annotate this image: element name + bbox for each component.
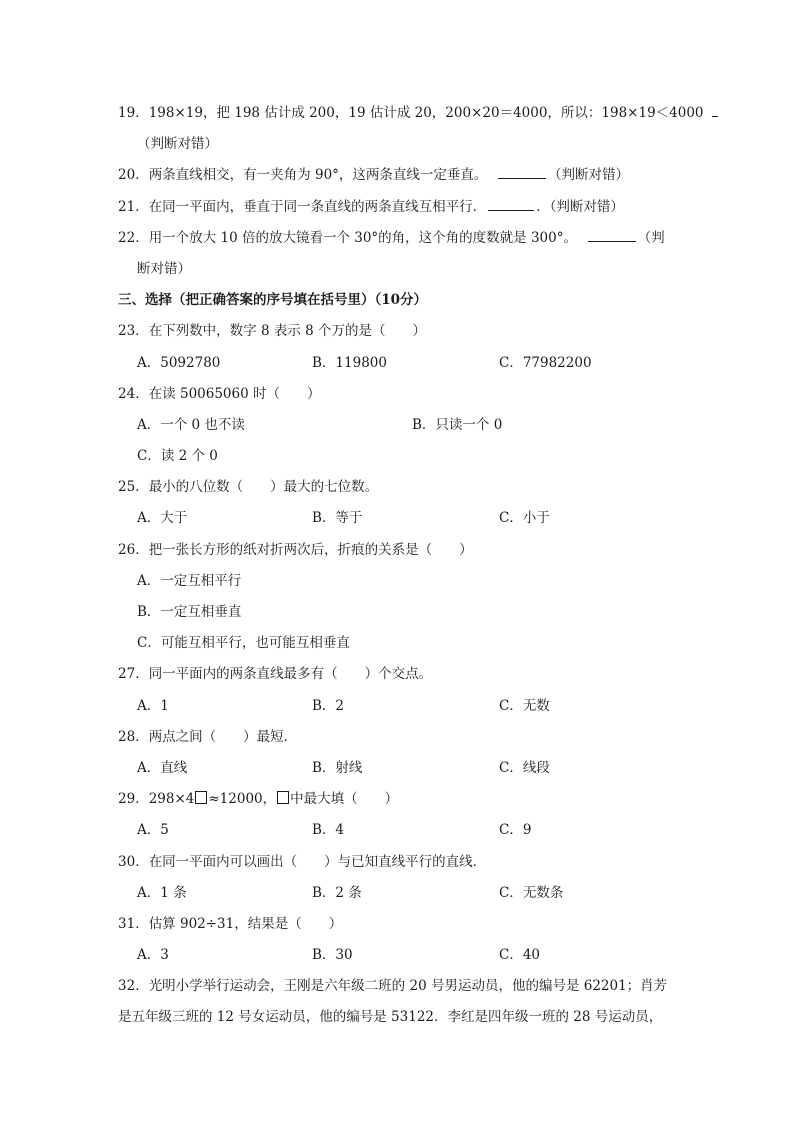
question-number: 23: [118, 323, 136, 340]
question-number: 24: [118, 385, 136, 402]
answer-blank[interactable]: [712, 100, 718, 117]
options-row: [118, 753, 688, 784]
option-c[interactable]: C．77982200: [499, 354, 592, 371]
question-text: 198×19，把 198 估计成 200，19 估计成 20，200×20＝4000，所以：198×19＜4000: [148, 105, 704, 121]
question-text: 最小的八位数（ ）最大的七位数。: [148, 479, 379, 496]
answer-blank[interactable]: [488, 194, 534, 211]
option-b[interactable]: B．射线: [312, 759, 363, 776]
question-text: 把一张长方形的纸对折两次后，折痕的关系是（ ）: [148, 541, 473, 558]
question-number: 19: [118, 105, 136, 121]
option-c[interactable]: C．读 2 个 0: [137, 448, 218, 465]
option-b[interactable]: B．2: [312, 697, 345, 714]
question-31: 31．估算 902÷31，结果是（ ）: [118, 915, 343, 932]
option-a[interactable]: A．3: [137, 947, 169, 964]
judge-hint: （判: [637, 229, 665, 246]
judge-hint: 断对错）: [137, 260, 191, 277]
question-27: 27．同一平面内的两条直线最多有（ ）个交点。: [118, 666, 433, 683]
question-text: 在下列数中，数字 8 表示 8 个万的是（ ）: [148, 323, 427, 340]
answer-blank[interactable]: [588, 225, 636, 242]
question-24: 24．在读 50065060 时（ ）: [118, 385, 321, 402]
question-text: 两条直线相交，有一夹角为 90°，这两条直线一定垂直。: [148, 167, 488, 184]
option-a[interactable]: [118, 566, 688, 597]
options-row: [118, 815, 688, 846]
question-number: 26: [118, 541, 136, 558]
option-b[interactable]: B．119800: [312, 354, 387, 371]
question-number: 28: [118, 728, 136, 745]
option-c-text: C．可能互相平行，也可能互相垂直: [137, 635, 350, 652]
question-29: 29．298×4 ≈12000， 中最大填（ ）: [118, 791, 399, 808]
question-text: 在同一平面内，垂直于同一条直线的两条直线互相平行．: [148, 198, 487, 215]
options-row: [118, 441, 688, 472]
options-row: [118, 348, 688, 379]
question-number: 27: [118, 666, 136, 683]
question-20: 20．两条直线相交，有一夹角为 90°，这两条直线一定垂直。 （判断对错）: [118, 160, 688, 191]
option-a[interactable]: A．5092780: [137, 354, 221, 371]
question-number: 25: [118, 479, 136, 496]
question-28: 28．两点之间（ ）最短．: [118, 728, 298, 745]
option-a[interactable]: A．1: [137, 697, 169, 714]
option-b[interactable]: B．30: [312, 947, 353, 964]
option-a[interactable]: A．1 条: [137, 884, 187, 901]
option-b[interactable]: B．等于: [312, 510, 363, 527]
options-row: [118, 691, 688, 722]
option-c[interactable]: C．无数: [499, 697, 550, 714]
question-32: 32．光明小学举行运动会，王刚是六年级二班的 20 号男运动员，他的编号是 62201；肖芳: [118, 978, 668, 995]
question-22: 22．用一个放大 10 倍的放大镜看一个 30°的角，这个角的度数就是 300°。 （判: [118, 223, 688, 254]
question-number: 31: [118, 915, 136, 932]
blank-box-icon: [195, 791, 207, 804]
question-26: 26．把一张长方形的纸对折两次后，折痕的关系是（ ）: [118, 541, 473, 558]
question-19-cont: [118, 129, 688, 160]
section-title-text: 三、选择（把正确答案的序号填在括号里）（10分）: [118, 292, 428, 309]
option-a[interactable]: A．直线: [137, 759, 188, 776]
section-title: [118, 285, 688, 316]
question-text: 用一个放大 10 倍的放大镜看一个 30°的角，这个角的度数就是 300°。: [148, 229, 577, 246]
question-23: 23．在下列数中，数字 8 表示 8 个万的是（ ）: [118, 323, 427, 340]
judge-hint: （判断对错）: [137, 136, 218, 153]
option-c[interactable]: C．9: [499, 822, 532, 839]
option-b-text: B．一定互相垂直: [137, 604, 242, 620]
question-32-cont: [118, 1002, 688, 1033]
option-b[interactable]: B．4: [312, 822, 345, 839]
option-b[interactable]: B．只读一个 0: [412, 416, 503, 433]
question-30: 30．在同一平面内可以画出（ ）与已知直线平行的直线．: [118, 853, 487, 870]
question-number: 21: [118, 198, 136, 215]
exam-page: [118, 98, 704, 1034]
question-text: 同一平面内的两条直线最多有（ ）个交点。: [148, 666, 433, 683]
question-number: 22: [118, 229, 136, 246]
question-text: 光明小学举行运动会，王刚是六年级二班的 20 号男运动员，他的编号是 62201；肖芳: [148, 978, 668, 995]
question-19: 19．198×19，把 198 估计成 200，19 估计成 20，200×20＝4000，所以：198×19＜4000: [118, 98, 688, 129]
question-22-cont: [118, 254, 688, 285]
judge-hint: （判断对错）: [548, 167, 630, 184]
question-text: 两点之间（ ）最短．: [148, 728, 298, 745]
option-c[interactable]: C．线段: [499, 759, 550, 776]
options-row: [118, 410, 688, 441]
question-text: 在读 50065060 时（ ）: [148, 385, 321, 402]
option-c[interactable]: C．40: [499, 947, 541, 964]
options-row: [118, 503, 688, 534]
option-b[interactable]: [118, 597, 688, 628]
option-a[interactable]: A．一个 0 也不读: [137, 416, 245, 433]
question-text: ≈12000，: [208, 791, 277, 808]
question-text: 估算 902÷31，结果是（ ）: [148, 915, 343, 932]
question-25: 25．最小的八位数（ ）最大的七位数。: [118, 479, 379, 496]
question-text: 298×4: [148, 791, 195, 808]
question-number: 20: [118, 167, 136, 184]
question-number: 29: [118, 791, 136, 808]
question-text: 中最大填（ ）: [290, 791, 399, 808]
question-number: 30: [118, 853, 136, 870]
blank-box-icon: [277, 791, 289, 804]
option-b[interactable]: B．2 条: [312, 884, 362, 901]
answer-blank[interactable]: [498, 162, 546, 179]
option-a-text: A．一定互相平行: [137, 572, 242, 589]
judge-hint: ．（判断对错）: [536, 198, 624, 215]
option-c[interactable]: C．小于: [499, 510, 550, 527]
option-a[interactable]: A．5: [137, 822, 169, 839]
question-number: 32: [118, 978, 136, 995]
options-row: [118, 878, 688, 909]
option-a[interactable]: A．大于: [137, 510, 188, 527]
question-21: 21．在同一平面内，垂直于同一条直线的两条直线互相平行． ．（判断对错）: [118, 192, 688, 223]
question-text: 是五年级三班的 12 号女运动员，他的编号是 53122．李红是四年级一班的 28 号运动员，: [118, 1009, 663, 1026]
question-text: 在同一平面内可以画出（ ）与已知直线平行的直线．: [148, 853, 487, 870]
option-c[interactable]: C．无数条: [499, 884, 564, 901]
options-row: [118, 940, 688, 971]
option-c[interactable]: [118, 628, 688, 659]
